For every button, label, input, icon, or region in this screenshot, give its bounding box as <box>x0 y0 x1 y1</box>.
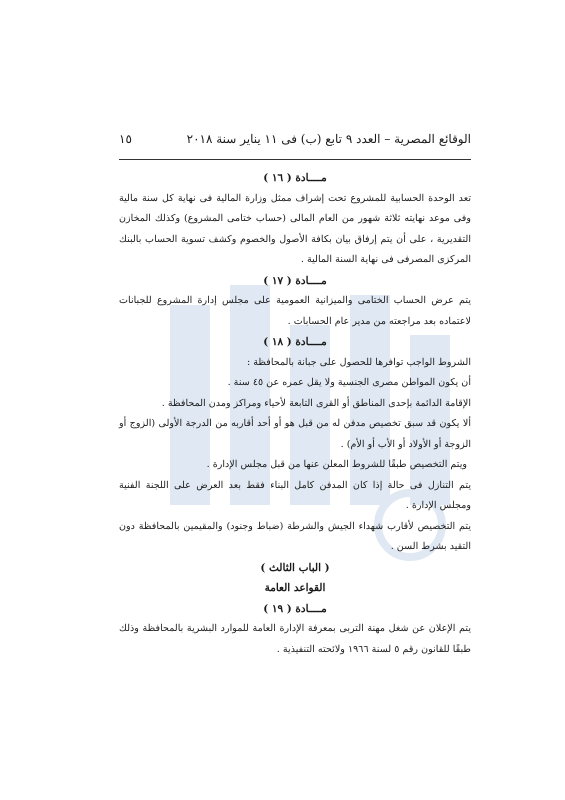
article-17-heading: مــــادة ( ١٧ ) <box>263 274 327 287</box>
chapter-title: القواعد العامة <box>264 582 326 594</box>
article-16-heading: مــــادة ( ١٦ ) <box>263 172 327 184</box>
page-header <box>119 132 471 152</box>
article-16-text: تعد الوحدة الحسابية للمشروع تحت إشراف ممثل وزارة المالية فى نهاية كل سنة مالية وفى موعد نهايته ثلاثة شهور من العام المالى (حساب ختامى المشروع) وكذلك المخازن التقديرية ، على أن يتم إرفاق بيان بكافة الأصول والخصوم وكشف تسوية الحساب بالبنك المركزى المصرفى فى نهاية السنة المالية . <box>119 192 471 265</box>
header-divider <box>119 159 471 160</box>
document-body <box>119 168 471 660</box>
article-18-paragraph-3: يتم التخصيص لأقارب شهداء الجيش والشرطة (ضباط وجنود) والمقيمين بالمحافظة دون التقيد بشرط السن . <box>119 520 471 552</box>
article-18-paragraph-1: ويتم التخصيص طبقًا للشروط المعلن عنها من قبل مجلس الإدارة . <box>206 459 467 470</box>
article-18-paragraph-2: يتم التنازل فى حالة إذا كان المدفن كامل البناء فقط بعد العرض على اللجنة الفنية ومجلس الإدارة . <box>119 479 471 511</box>
article-19-heading: مــــادة ( ١٩ ) <box>263 602 327 615</box>
article-18-condition-3: ألا يكون قد سبق تخصيص مدفن له من قبل هو أو أحد أقاربه من الدرجة الأولى (الزوج أو الزوجة أو الأولاد أو الأب أو الأم) . <box>119 418 471 450</box>
article-17-text: يتم عرض الحساب الختامى والميزانية العمومية على مجلس إدارة المشروع للجبانات لاعتماده بعد مراجعته من مدير عام الحسابات . <box>119 295 471 327</box>
article-18-condition-2: الإقامة الدائمة بإحدى المناطق أو القرى التابعة لأحياء ومراكز ومدن المحافظة . <box>161 397 471 409</box>
article-18-heading: مــــادة ( ١٨ ) <box>263 336 327 348</box>
page-number: ١٥ <box>119 132 132 146</box>
article-18-condition-1: أن يكون المواطن مصرى الجنسية ولا يقل عمره عن ٤٥ سنة . <box>227 377 471 388</box>
chapter-heading: ( الباب الثالث ) <box>260 561 330 574</box>
article-19-text: يتم الإعلان عن شغل مهنة التربى بمعرفة الإدارة العامة للموارد البشرية بالمحافظة وذلك طبقًا للقانون رقم ٥ لسنة ١٩٦٦ ولائحته التنفيذية . <box>119 623 471 655</box>
article-18-intro: الشروط الواجب توافرها للحصول على جبانة بالمحافظة : <box>246 356 471 368</box>
header-title: الوقائع المصرية – العدد ٩ تابع (ب) فى ١١ يناير سنة ٢٠١٨ <box>186 132 471 146</box>
